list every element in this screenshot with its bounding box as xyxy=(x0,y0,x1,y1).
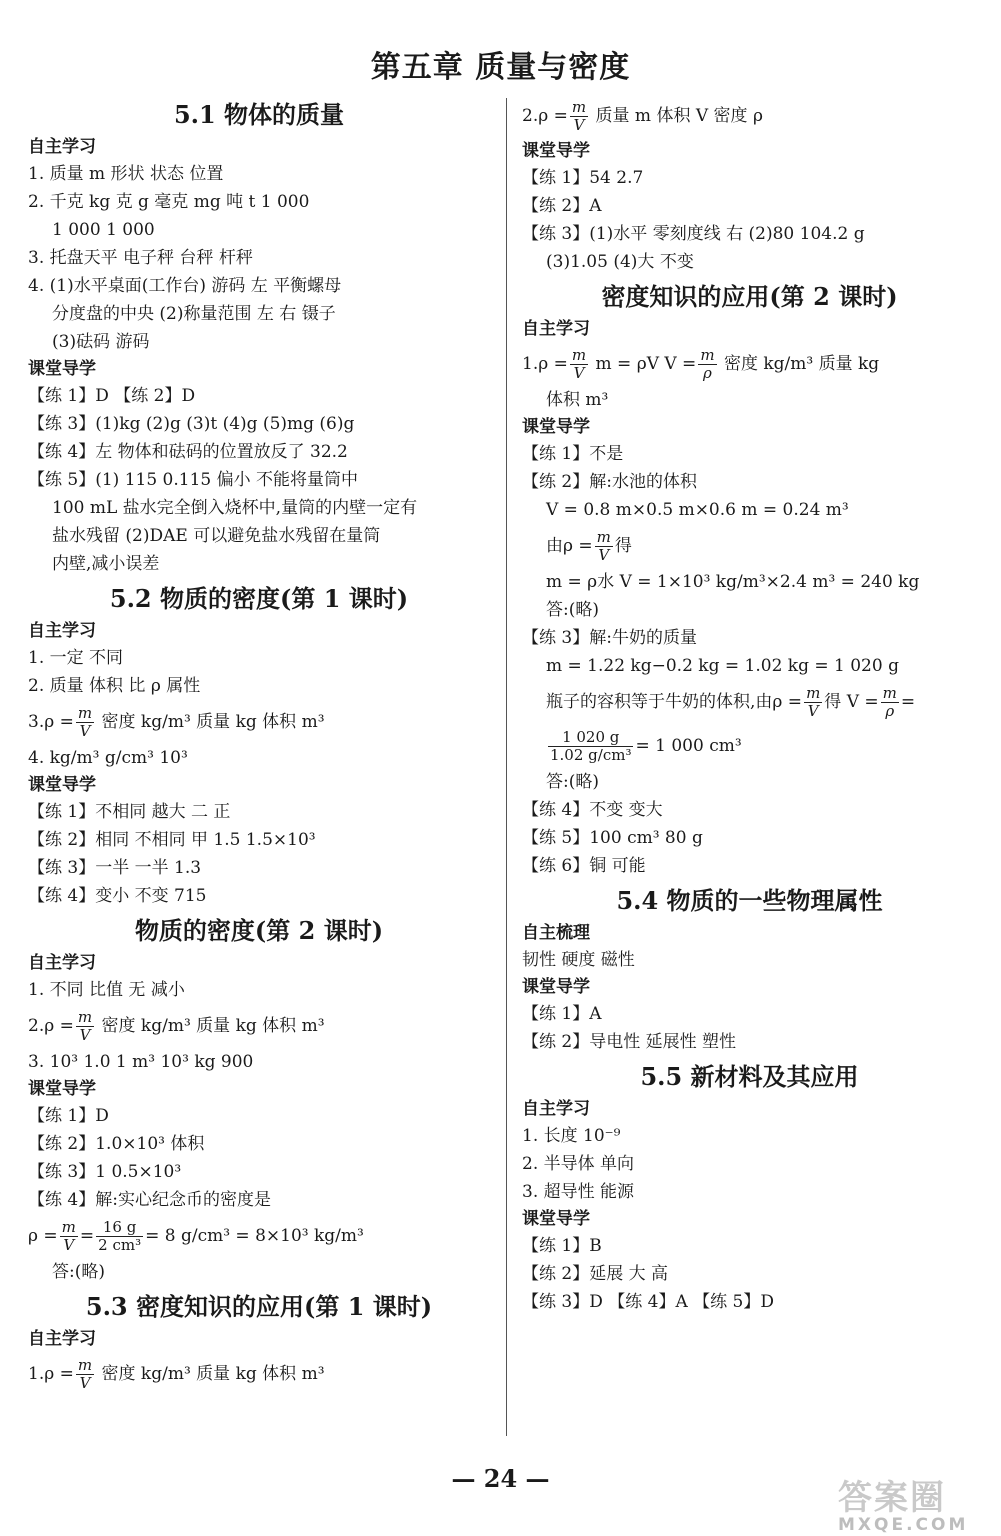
answer-line xyxy=(522,342,977,386)
section-title: 5.4 物质的一些物理属性 xyxy=(616,886,883,915)
fraction-numerator: m xyxy=(596,528,611,546)
answer-line: 100 mL 盐水完全倒入烧杯中,量筒的内壁一定有 xyxy=(52,498,418,518)
density-fraction xyxy=(595,529,613,564)
fraction-numerator: 16 g xyxy=(96,1219,143,1237)
right-column xyxy=(522,94,977,1316)
fraction-numerator: m xyxy=(61,1218,76,1236)
answer-text: 由 xyxy=(546,536,563,556)
answer-line: 【练 3】一半 一半 1.3 xyxy=(28,858,202,878)
column-divider xyxy=(506,98,507,1436)
answer-line: m = ρ水 V = 1×10³ kg/m³×2.4 m³ = 240 kg xyxy=(546,572,920,592)
formula-lhs: ρ = xyxy=(538,106,568,126)
fraction-denominator: V xyxy=(573,364,585,382)
subheading: 自主学习 xyxy=(28,137,96,157)
answer-line: m = 1.22 kg−0.2 kg = 1.02 kg = 1 020 g xyxy=(546,656,899,676)
answer-line xyxy=(28,1004,490,1048)
section-title: 5.5 新材料及其应用 xyxy=(640,1062,859,1091)
answer-line: 【练 3】解:牛奶的质量 xyxy=(522,628,697,648)
answer-text: 得 V = xyxy=(824,692,879,712)
answer-line: 【练 1】54 2.7 xyxy=(522,168,644,188)
answer-line xyxy=(522,94,977,138)
fraction-denominator: ρ xyxy=(885,702,895,720)
answer-text: 得 xyxy=(614,536,632,556)
fraction-numerator: m xyxy=(77,704,93,722)
answer-line: 答:(略) xyxy=(546,772,599,792)
item-number: 2. xyxy=(522,106,539,126)
fraction-denominator: 2 cm³ xyxy=(98,1236,142,1254)
answer-text: = 8 g/cm³ = 8×10³ kg/m³ xyxy=(145,1226,364,1246)
fraction-denominator: V xyxy=(79,1026,91,1044)
density-fraction xyxy=(76,1357,94,1392)
formula-lhs: ρ = xyxy=(563,536,593,556)
answer-line: 1. 质量 m 形状 状态 位置 xyxy=(28,164,224,184)
fraction-denominator: V xyxy=(807,702,819,720)
answer-line: 答:(略) xyxy=(546,600,599,620)
answer-line: 【练 2】1.0×10³ 体积 xyxy=(28,1134,205,1154)
answer-line: 2. 半导体 单向 xyxy=(522,1154,635,1174)
answer-line: 【练 5】100 cm³ 80 g xyxy=(522,828,703,848)
answer-text: 质量 m 体积 V 密度 ρ xyxy=(595,106,763,126)
section-title: 5.1 物体的质量 xyxy=(173,100,345,129)
answer-line: 【练 2】延展 大 高 xyxy=(522,1264,669,1284)
answer-line: 【练 5】(1) 115 0.115 偏小 不能将量筒中 xyxy=(28,470,359,490)
fraction-denominator: V xyxy=(573,116,585,134)
density-fraction xyxy=(60,1219,78,1254)
density-fraction xyxy=(76,1009,94,1044)
answer-line: 【练 1】B xyxy=(522,1236,602,1256)
formula-lhs: ρ = xyxy=(44,712,74,732)
item-number: 1. xyxy=(28,1364,45,1384)
answer-line: 【练 1】A xyxy=(522,1004,602,1024)
section-title: 5.3 密度知识的应用(第 1 课时) xyxy=(85,1292,433,1321)
value-fraction xyxy=(96,1219,143,1254)
answer-line: 1 000 1 000 xyxy=(52,220,155,240)
answer-line: 【练 2】A xyxy=(522,196,602,216)
left-column xyxy=(28,94,490,1396)
answer-line xyxy=(522,724,977,768)
answer-line: 2. 千克 kg 克 g 毫克 mg 吨 t 1 000 xyxy=(28,192,310,212)
subheading: 自主学习 xyxy=(28,953,96,973)
subheading: 课堂导学 xyxy=(522,417,590,437)
answer-text: 密度 kg/m³ 质量 kg 体积 m³ xyxy=(101,1364,325,1384)
watermark-logo xyxy=(838,1470,988,1535)
formula-lhs: ρ = xyxy=(28,1226,58,1246)
density-fraction xyxy=(570,347,588,382)
item-number: 3. xyxy=(28,712,45,732)
chapter-title: 第五章 质量与密度 xyxy=(370,50,631,85)
answer-line: 3. 托盘天平 电子秤 台秤 杆秤 xyxy=(28,248,253,268)
answer-line: 【练 3】D 【练 4】A 【练 5】D xyxy=(522,1292,775,1312)
answer-text: 瓶子的容积等于牛奶的体积,由 xyxy=(546,692,773,712)
answer-line: 1. 一定 不同 xyxy=(28,648,124,668)
answer-text: 密度 kg/m³ 质量 kg 体积 m³ xyxy=(101,712,325,732)
answer-line: 【练 1】不相同 越大 二 正 xyxy=(28,802,231,822)
answer-line: 【练 4】解:实心纪念币的密度是 xyxy=(28,1190,271,1210)
density-fraction xyxy=(76,705,94,740)
item-number: 2. xyxy=(28,1016,45,1036)
answer-line xyxy=(522,680,977,724)
subheading: 自主学习 xyxy=(28,621,96,641)
fraction-denominator: 1.02 g/cm³ xyxy=(550,746,632,764)
answer-line: 【练 3】(1)kg (2)g (3)t (4)g (5)mg (6)g xyxy=(28,414,355,434)
answer-line: 1. 长度 10⁻⁹ xyxy=(522,1126,621,1146)
answer-line: 答:(略) xyxy=(52,1262,105,1282)
formula-lhs: ρ = xyxy=(44,1364,74,1384)
answer-line: 韧性 硬度 磁性 xyxy=(522,950,635,970)
answer-line: 【练 3】1 0.5×10³ xyxy=(28,1162,182,1182)
fraction-denominator: V xyxy=(79,1374,91,1392)
item-number: 1. xyxy=(522,354,539,374)
answer-line: (3)1.05 (4)大 不变 xyxy=(546,252,694,272)
answer-line: 1. 不同 比值 无 减小 xyxy=(28,980,185,1000)
subheading: 课堂导学 xyxy=(522,141,590,161)
answer-line: 4. (1)水平桌面(工作台) 游码 左 平衡螺母 xyxy=(28,276,342,296)
answer-line xyxy=(28,1352,490,1396)
fraction-denominator: V xyxy=(63,1236,75,1254)
answer-line: 【练 4】左 物体和砝码的位置放反了 32.2 xyxy=(28,442,348,462)
subheading: 课堂导学 xyxy=(28,775,96,795)
fraction-denominator: V xyxy=(598,546,610,564)
answer-line: 体积 m³ xyxy=(546,390,609,410)
fraction-denominator: V xyxy=(79,722,91,740)
answer-line: 【练 2】解:水池的体积 xyxy=(522,472,697,492)
fraction-numerator: m xyxy=(806,684,821,702)
volume-fraction xyxy=(881,685,899,720)
density-fraction xyxy=(804,685,822,720)
answer-line: (3)砝码 游码 xyxy=(52,332,150,352)
fraction-numerator: m xyxy=(77,1356,93,1374)
value-fraction xyxy=(548,729,633,764)
subheading: 课堂导学 xyxy=(28,359,96,379)
subheading: 课堂导学 xyxy=(522,1209,590,1229)
answer-line: 【练 1】不是 xyxy=(522,444,624,464)
subheading: 自主学习 xyxy=(28,1329,96,1349)
answer-line: 【练 6】铜 可能 xyxy=(522,856,646,876)
page-number: — 24 — xyxy=(451,1464,550,1493)
volume-fraction xyxy=(698,347,716,382)
answer-line: 3. 超导性 能源 xyxy=(522,1182,635,1202)
fraction-denominator: ρ xyxy=(703,364,712,382)
answer-line: 4. kg/m³ g/cm³ 10³ xyxy=(28,748,188,768)
fraction-numerator: m xyxy=(77,1008,93,1026)
answer-line: 盐水残留 (2)DAE 可以避免盐水残留在量筒 xyxy=(52,526,381,546)
answer-line: 【练 1】D 【练 2】D xyxy=(28,386,196,406)
formula-lhs: ρ = xyxy=(44,1016,74,1036)
answer-line: 【练 4】不变 变大 xyxy=(522,800,663,820)
watermark-url: MXQE.COM xyxy=(838,1515,969,1535)
answer-line: 3. 10³ 1.0 1 m³ 10³ kg 900 xyxy=(28,1052,254,1072)
fraction-numerator: m xyxy=(571,98,587,116)
answer-text: = 1 000 cm³ xyxy=(635,736,742,756)
answer-text: m = ρV V = xyxy=(595,354,697,374)
answer-line: ρ = $\frac{m}{V}$ = $\frac{16 g}{\text{2 cm³}}$ = 8 g/cm³ = 8×10³ kg/m³ xyxy=(28,1218,364,1254)
answer-text: 密度 kg/m³ 质量 kg xyxy=(723,354,880,374)
answer-line: 内壁,减小误差 xyxy=(52,554,160,574)
watermark-text: 答案圈 xyxy=(838,1478,946,1518)
section-title: 5.2 物质的密度(第 1 课时) xyxy=(109,584,409,613)
subheading: 课堂导学 xyxy=(28,1079,96,1099)
answer-text: 密度 kg/m³ 质量 kg 体积 m³ xyxy=(101,1016,325,1036)
answer-line xyxy=(522,524,977,568)
section-title: 物质的密度(第 2 课时) xyxy=(134,916,384,945)
fraction-numerator: m xyxy=(571,346,587,364)
answer-line: 【练 2】导电性 延展性 塑性 xyxy=(522,1032,737,1052)
answer-line: 【练 2】相同 不相同 甲 1.5 1.5×10³ xyxy=(28,830,316,850)
answer-line: 【练 3】(1)水平 零刻度线 右 (2)80 104.2 g xyxy=(522,224,865,244)
answer-line: 2. 质量 体积 比 ρ 属性 xyxy=(28,676,201,696)
formula-lhs: ρ = xyxy=(772,692,803,712)
answer-line: 【练 1】D xyxy=(28,1106,109,1126)
answer-line: V = 0.8 m×0.5 m×0.6 m = 0.24 m³ xyxy=(546,500,849,520)
answer-line xyxy=(28,700,490,744)
subheading: 课堂导学 xyxy=(522,977,590,997)
answer-line: 【练 4】变小 不变 715 xyxy=(28,886,207,906)
answer-line: 分度盘的中央 (2)称量范围 左 右 镊子 xyxy=(52,304,336,324)
fraction-numerator: m xyxy=(882,684,897,702)
fraction-numerator: 1 020 g xyxy=(548,729,633,747)
subheading: 自主学习 xyxy=(522,319,590,339)
subheading: 自主梳理 xyxy=(522,923,590,943)
fraction-numerator: m xyxy=(700,346,715,364)
section-title: 密度知识的应用(第 2 课时) xyxy=(601,282,898,311)
answer-text: = xyxy=(900,692,916,712)
subheading: 自主学习 xyxy=(522,1099,590,1119)
formula-lhs: ρ = xyxy=(538,354,568,374)
density-fraction xyxy=(570,99,588,134)
